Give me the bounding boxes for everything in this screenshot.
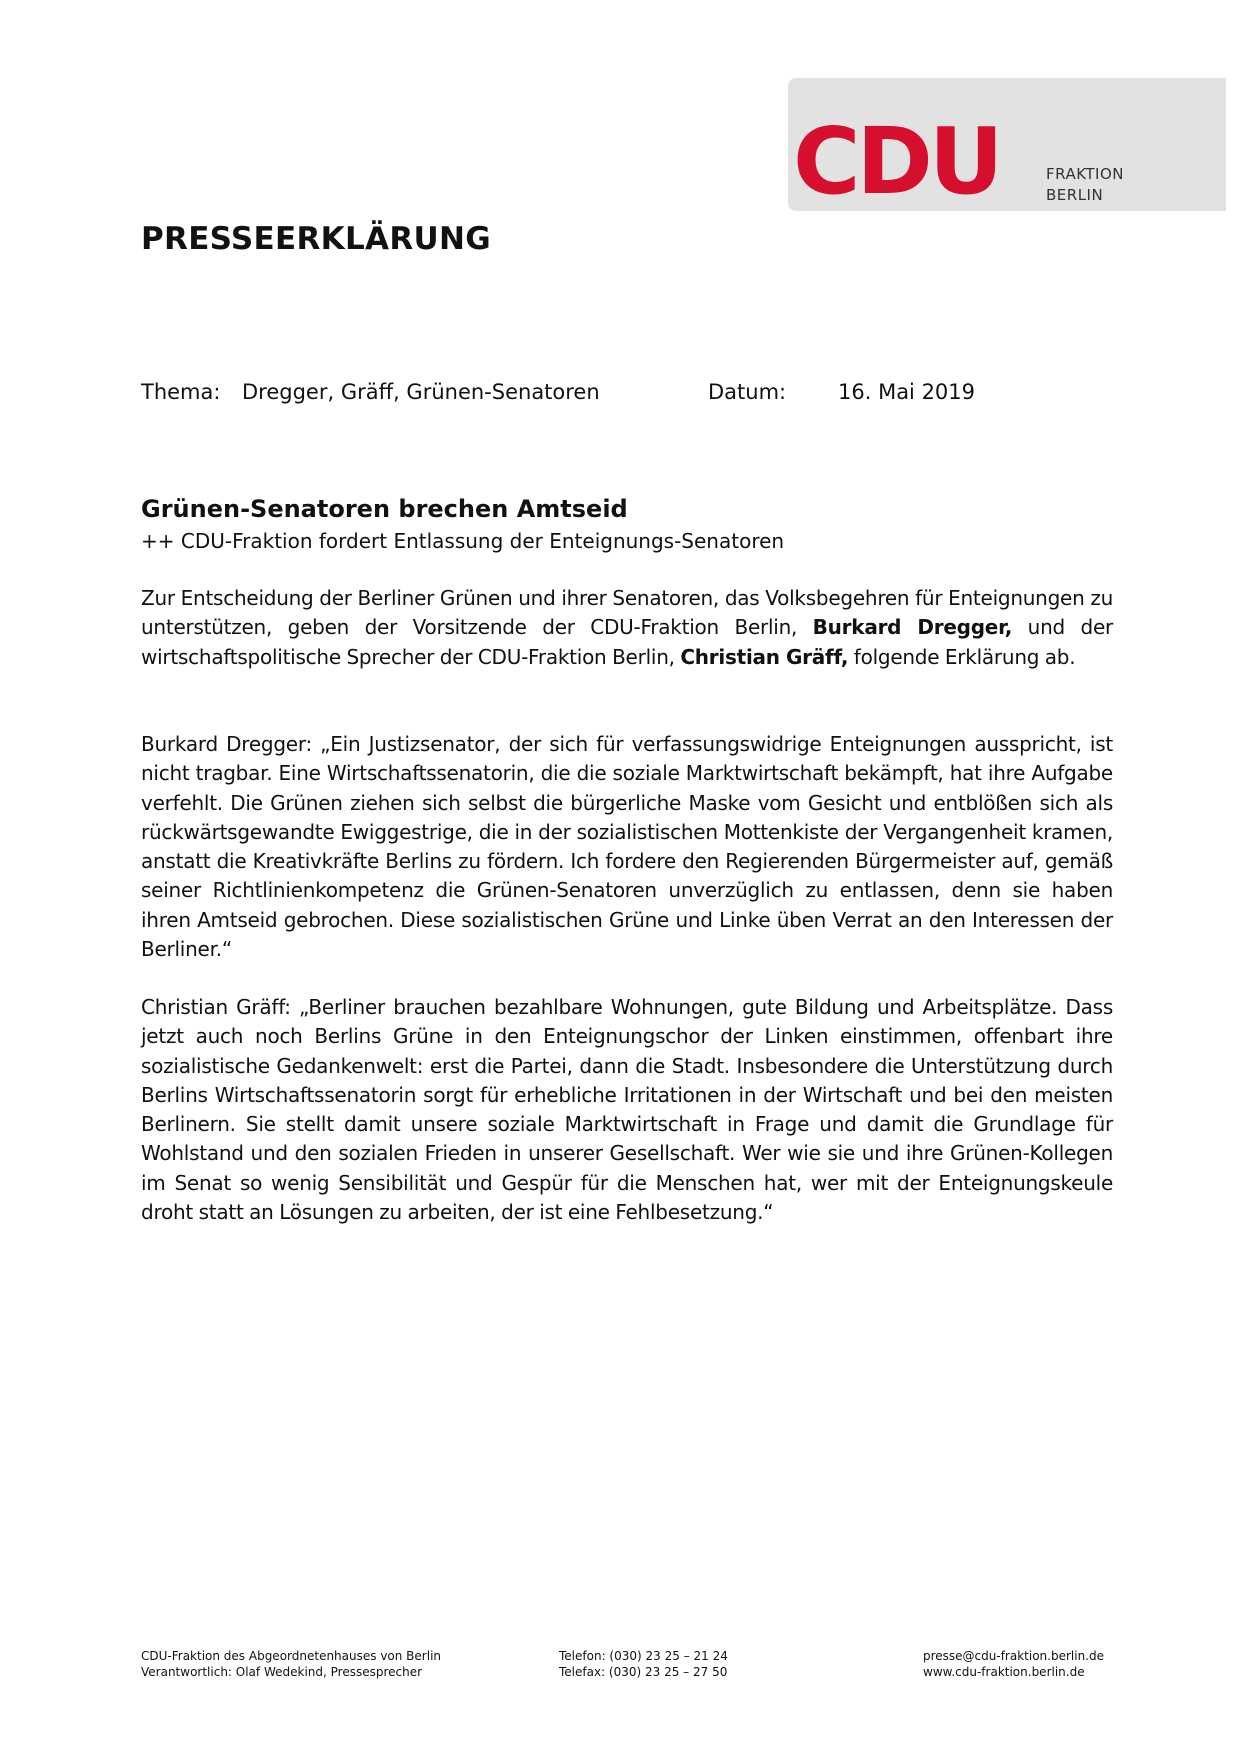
logo-wordmark: CDU xyxy=(793,108,1000,215)
intro-text-3: folgende Erklärung ab. xyxy=(848,644,1076,669)
intro-name-graeff: Christian Gräff, xyxy=(680,644,849,669)
footer-website[interactable]: www.cdu-fraktion.berlin.de xyxy=(923,1665,1085,1679)
intro-paragraph xyxy=(141,584,1113,672)
quote-dregger: Burkard Dregger: „Ein Justizsenator, der sich für verfassungswidrige Enteignungen ausspricht, ist nicht tragbar. Eine Wirtschaftssenatorin, die die soziale Marktwirtschaft bekämpft, hat ihre Aufgabe verfehlt. Die Grünen ziehen sich selbst die bürgerliche Maske vom Gesicht und entblößen sich als rückwärtsgewandte Ewiggestrige, die in der sozialistischen Mottenkiste der Vergangenheit kramen, anstatt die Kreativkräfte Berlins zu fördern. Ich fordere den Regierenden Bürgermeister auf, gemäß seiner Richtlinienkompetenz die Grünen-Senatoren unverzüglich zu entlassen, denn sie haben ihren Amtseid gebrochen. Diese sozialistischen Grüne und Linke üben Verrat an den Interessen der Berliner.“ xyxy=(141,732,1113,962)
cdu-logo xyxy=(788,78,1226,215)
footer-contact-web xyxy=(923,1648,1104,1680)
date-label: Datum: xyxy=(708,380,787,404)
footer-org-name: CDU-Fraktion des Abgeordnetenhauses von Berlin xyxy=(141,1649,442,1663)
press-headline: Grünen-Senatoren brechen Amtseid xyxy=(141,495,628,523)
intro-text-1: Zur Entscheidung der Berliner Grünen und ihrer Senatoren, das Volksbegehren für Enteignungen zu unterstützen, geben der Vorsitzende der CDU-Fraktion Berlin, xyxy=(141,586,1113,640)
footer-phone: Telefon: (030) 23 25 – 21 24 xyxy=(559,1649,728,1663)
logo-subtitle-line1: FRAKTION xyxy=(1046,165,1124,183)
date-value: 16. Mai 2019 xyxy=(838,380,976,404)
footer-contact-phone xyxy=(559,1648,728,1680)
footer-fax: Telefax: (030) 23 25 – 27 50 xyxy=(559,1665,728,1679)
intro-name-dregger: Burkard Dregger, xyxy=(812,615,1013,640)
footer-responsible: Verantwortlich: Olaf Wedekind, Pressesprecher xyxy=(141,1665,423,1679)
footer-organization xyxy=(141,1648,441,1680)
press-subheadline: ++ CDU-Fraktion fordert Entlassung der Enteignungs-Senatoren xyxy=(141,529,785,553)
topic-value: Dregger, Gräff, Grünen-Senatoren xyxy=(242,380,600,404)
logo-subtitle xyxy=(1046,164,1124,206)
logo-subtitle-line2: BERLIN xyxy=(1046,186,1104,204)
quote-graeff: Christian Gräff: „Berliner brauchen bezahlbare Wohnungen, gute Bildung und Arbeitsplätze. Dass jetzt auch noch Berlins Grüne in den Enteignungschor der Linken einstimmen, offenbart ihre sozialistische Gedankenwelt: erst die Partei, dann die Stadt. Insbesondere die Unterstützung durch Berlins Wirtschaftssenatorin sorgt für erhebliche Irritationen in der Wirtschaft und bei den meisten Berlinern. Sie stellt damit unsere soziale Marktwirtschaft in Frage und damit die Grundlage für Wohlstand und den sozialen Frieden in unserer Gesellschaft. Wer wie sie und ihre Grünen-Kollegen im Senat so wenig Sensibilität und Gespür für die Menschen hat, wer mit der Enteignungskeule droht statt an Lösungen zu arbeiten, der ist eine Fehlbesetzung.“ xyxy=(141,995,1113,1225)
document-type-heading: PRESSEERKLÄRUNG xyxy=(141,221,491,257)
footer-email[interactable]: presse@cdu-fraktion.berlin.de xyxy=(923,1649,1104,1663)
topic-label: Thema: xyxy=(141,380,221,404)
intro-text-2: und der wirtschaftspolitische Sprecher der CDU-Fraktion Berlin, xyxy=(141,615,1113,669)
